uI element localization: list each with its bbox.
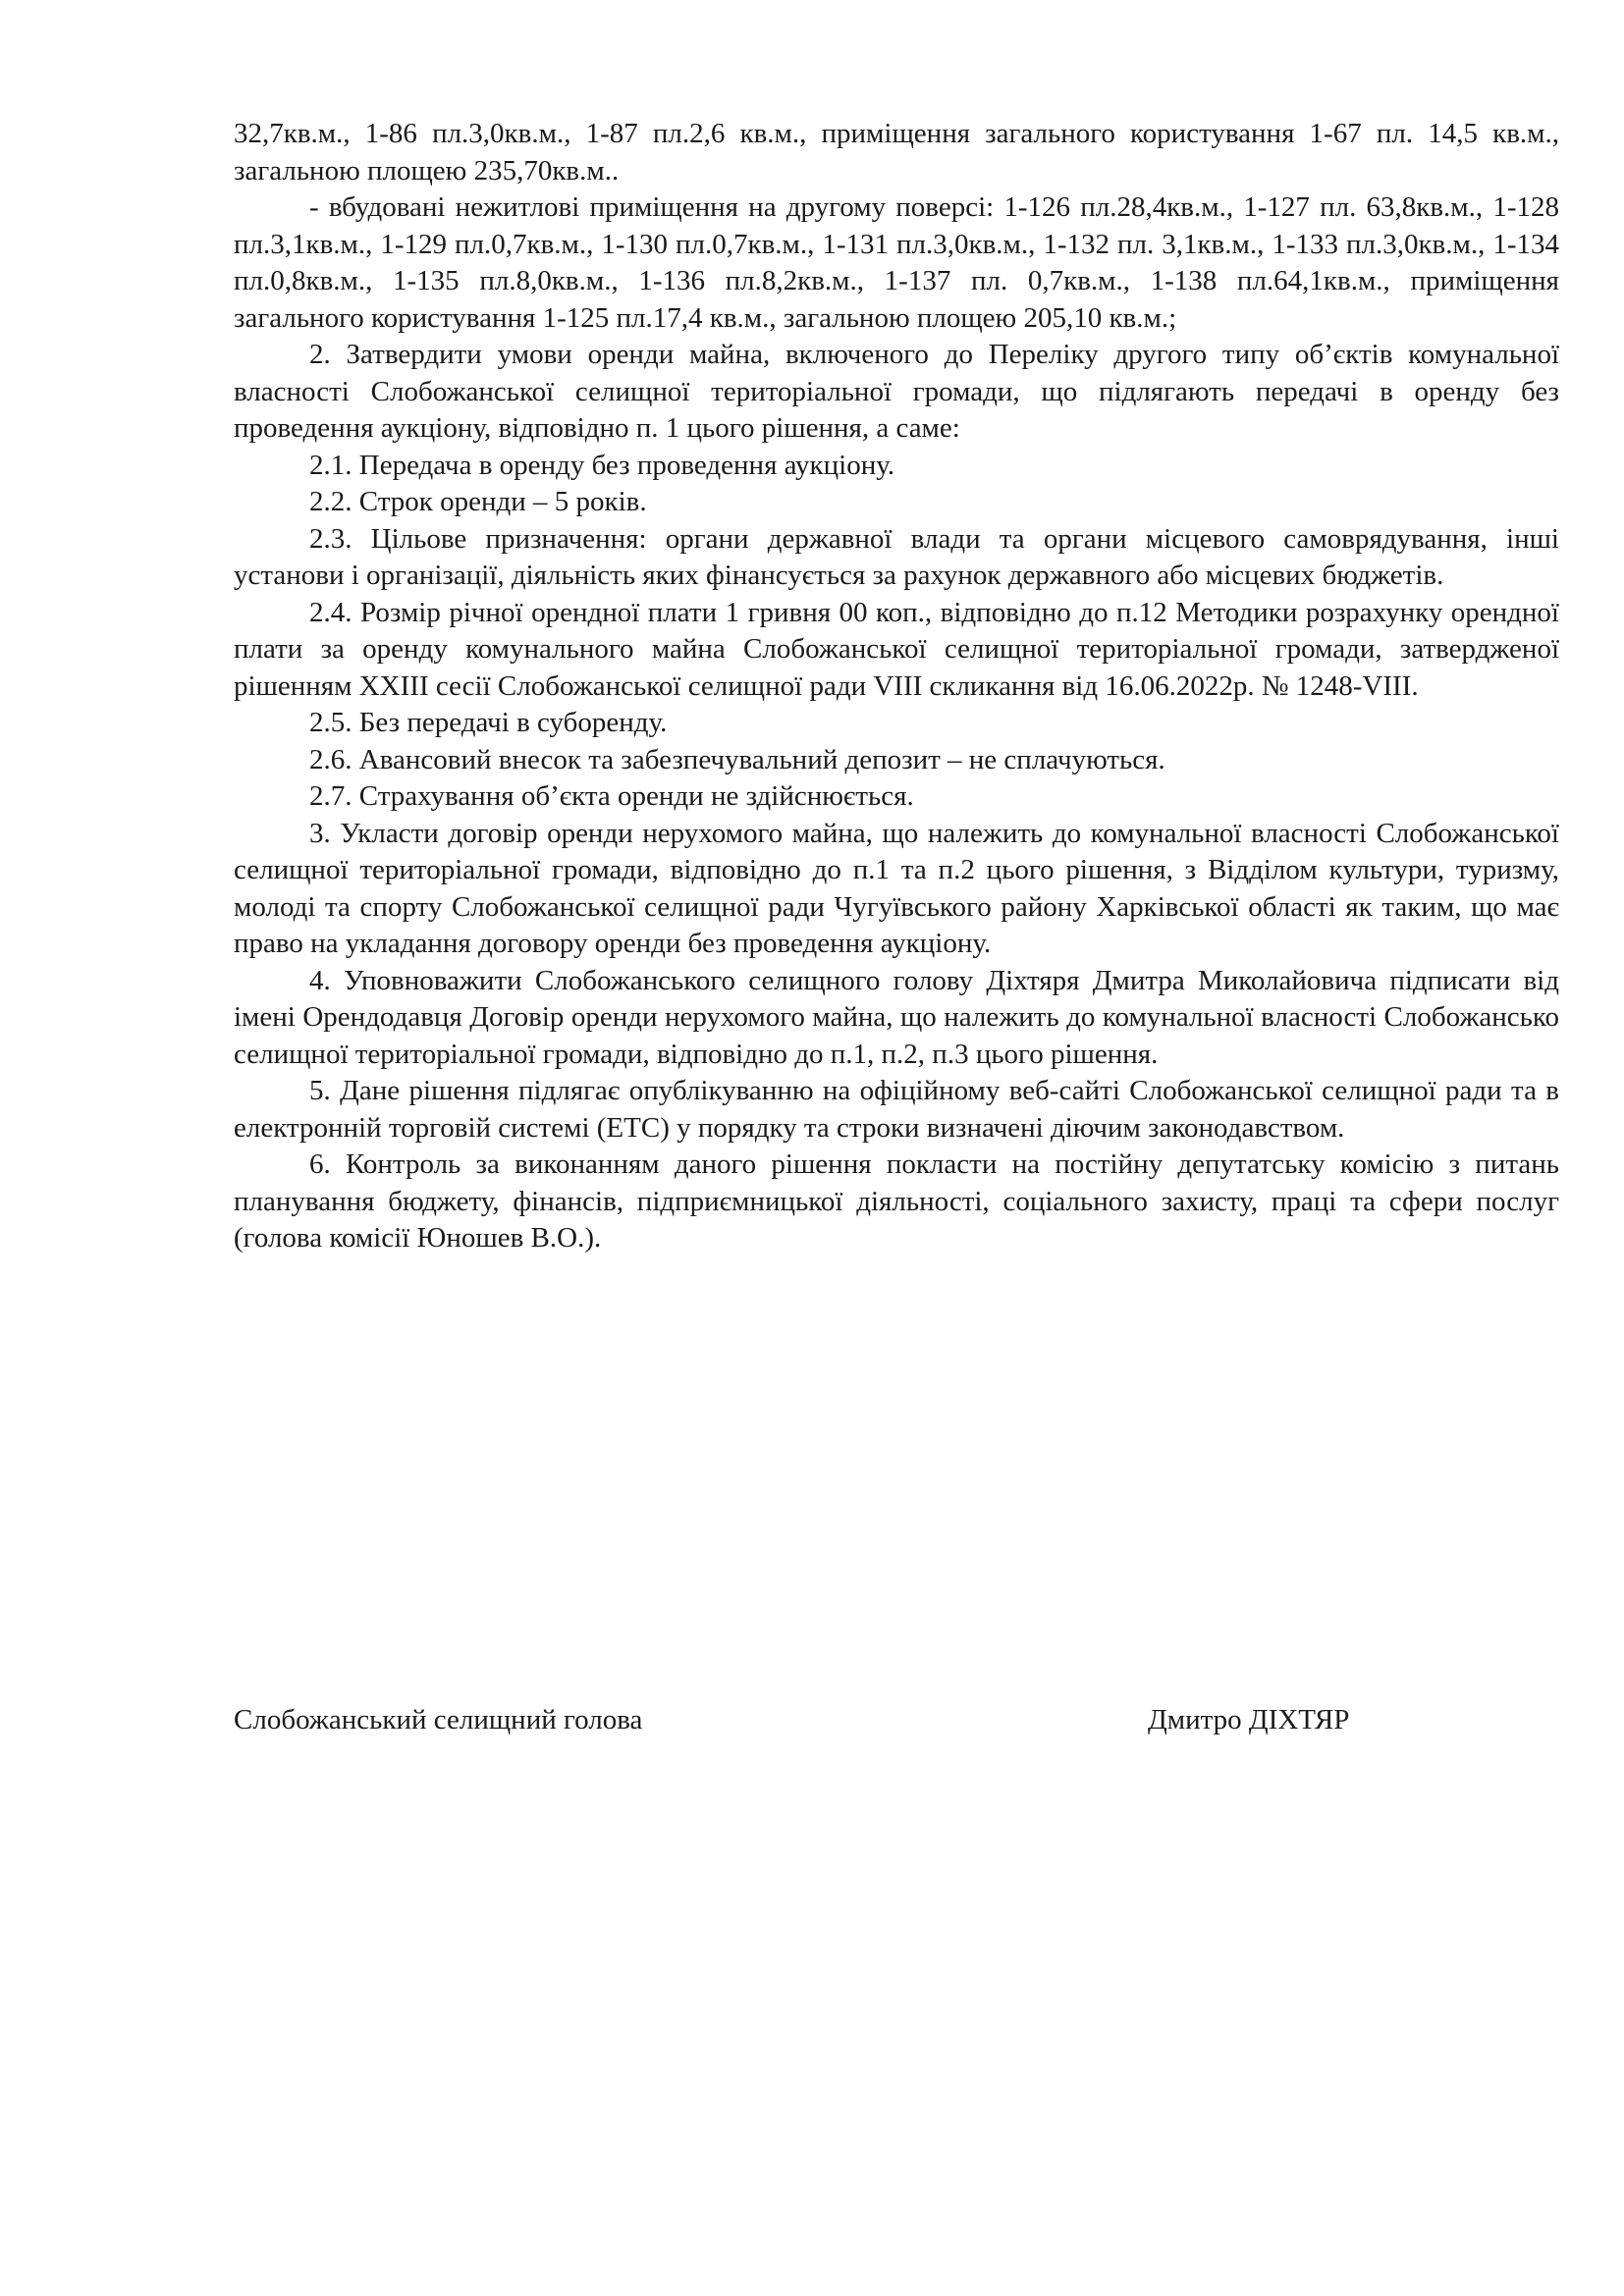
paragraph-item-4: 4. Уповноважити Слобожанського селищного голову Діхтяря Дмитра Миколайовича підписати від імені Орендодавця Договір оренди нерухомого майна, що належить до комунальної власності Слобожансько селищної територіальної громади, відповідно до п.1, п.2, п.3 цього рішення. xyxy=(234,964,1559,1070)
paragraph-item-2-2: 2.2. Строк оренди – 5 років. xyxy=(309,486,647,517)
signatory-position: Слобожанський селищний голова xyxy=(234,1704,643,1735)
paragraph-second-floor-premises: - вбудовані нежитлові приміщення на другому поверсі: 1-126 пл.28,4кв.м., 1-127 пл. 63,8кв.м., 1-128 пл.3,1кв.м., 1-129 пл.0,7кв.м., 1-130 пл.0,7кв.м., 1-131 пл.3,0кв.м., 1-132 пл. 3,1кв.м., 1-133 пл.3,0кв.м., 1-134 пл.0,8кв.м., 1-135 пл.8,0кв.м., 1-136 пл.8,2кв.м., 1-137 пл. 0,7кв.м., 1-138 пл.64,1кв.м., приміщення загального користування 1-125 пл.17,4 кв.м., загальною площею 205,10 кв.м.; xyxy=(234,191,1559,334)
paragraph-item-2-3: 2.3. Цільове призначення: органи державної влади та органи місцевого самоврядування, інші установи і організації, діяльність яких фінансується за рахунок державного або місцевих бюджетів. xyxy=(234,522,1559,591)
paragraph-item-3: 3. Укласти договір оренди нерухомого майна, що належить до комунальної власності Слобожанської селищної територіальної громади, відповідно до п.1 та п.2 цього рішення, з Відділом культури, туризму, молоді та спорту Слобожанської селищної ради Чугуївського району Харківської області як таким, що має право на укладання договору оренди без проведення аукціону. xyxy=(234,817,1559,959)
paragraph-item-5: 5. Дане рішення підлягає опублікуванню на офіційному веб-сайті Слобожанської селищної ради та в електронній торговій системі (ЕТС) у порядку та строки визначені діючим законодавством. xyxy=(234,1075,1559,1144)
paragraph-item-2-5: 2.5. Без передачі в суборенду. xyxy=(309,707,668,738)
paragraph-item-2-4: 2.4. Розмір річної орендної плати 1 гривня 00 коп., відповідно до п.12 Методики розрахунку орендної плати за оренду комунального майна Слобожанської селищної територіальної громади, затвердженої рішенням XXIII сесії Слобожанської селищної ради VIII скликання від 16.06.2022р. № 1248-VIII. xyxy=(234,596,1559,702)
paragraph-area-continuation: 32,7кв.м., 1-86 пл.3,0кв.м., 1-87 пл.2,6 кв.м., приміщення загального користування 1-67 пл. 14,5 кв.м., загальною площею 235,70кв.м.. xyxy=(234,118,1559,187)
signatory-name: Дмитро ДІХТЯР xyxy=(1148,1704,1350,1735)
paragraph-item-6: 6. Контроль за виконанням даного рішення покласти на постійну депутатську комісію з питань планування бюджету, фінансів, підприємницької діяльності, соціального захисту, праці та сфери послуг (голова комісії Юношев В.О.). xyxy=(234,1148,1559,1254)
paragraph-item-2-6: 2.6. Авансовий внесок та забезпечувальний депозит – не сплачуються. xyxy=(309,743,1165,775)
paragraph-item-2-1: 2.1. Передача в оренду без проведення аукціону. xyxy=(309,449,895,481)
paragraph-item-2: 2. Затвердити умови оренди майна, включеного до Переліку другого типу об’єктів комунальної власності Слобожанської селищної територіальної громади, що підлягають передачі в оренду без проведення аукціону, відповідно п. 1 цього рішення, а саме: xyxy=(234,339,1559,444)
document-body xyxy=(234,116,1559,1257)
paragraph-item-2-7: 2.7. Страхування об’єкта оренди не здійснюється. xyxy=(309,780,914,812)
